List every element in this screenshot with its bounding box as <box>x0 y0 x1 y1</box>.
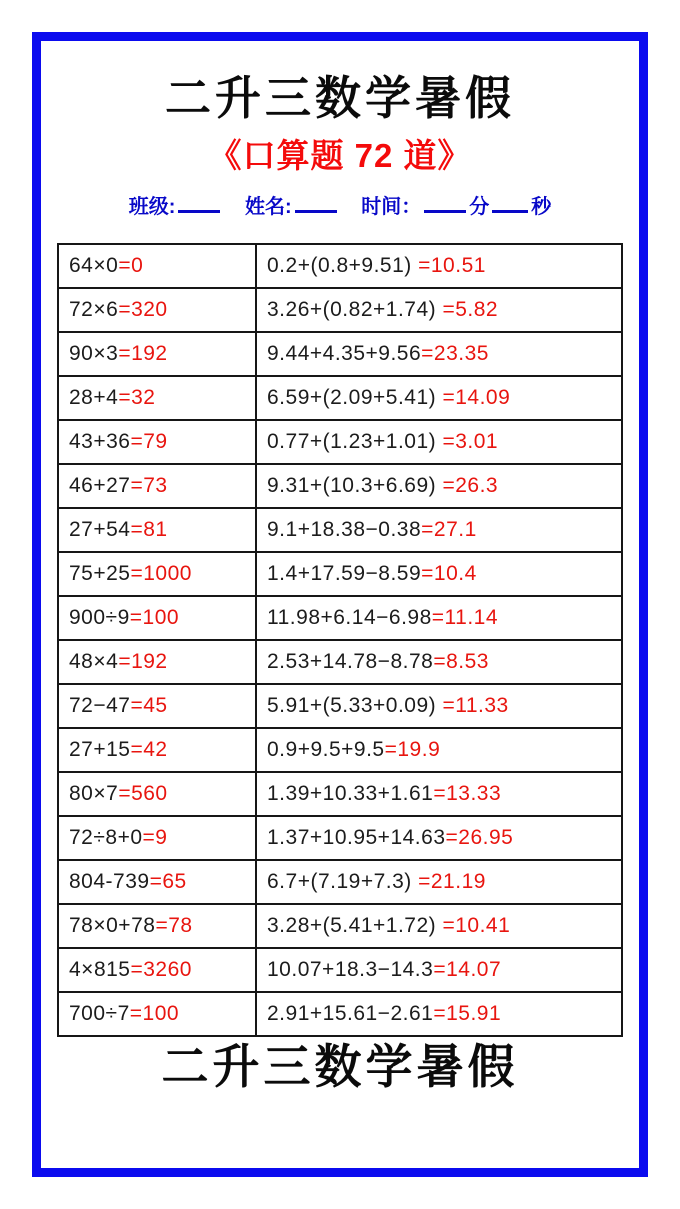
problem-row <box>58 816 622 860</box>
problem-cell-right <box>256 376 622 420</box>
question-text: 900÷9 <box>69 605 130 629</box>
problem-row <box>58 596 622 640</box>
answer-text: =320 <box>118 297 168 321</box>
problem-cell-right <box>256 244 622 288</box>
problem-row <box>58 552 622 596</box>
question-text: 72−47 <box>69 693 131 717</box>
problem-row <box>58 772 622 816</box>
answer-text: =79 <box>130 429 168 453</box>
question-text: 2.53+14.78−8.78 <box>267 649 434 673</box>
class-label: 班级: <box>128 195 176 218</box>
question-text: 6.59+(2.09+5.41) <box>267 385 437 409</box>
footer-title: 二升三数学暑假 <box>161 1039 519 1093</box>
problem-cell-right <box>256 728 622 772</box>
question-text: 27+15 <box>69 737 131 761</box>
problem-row <box>58 376 622 420</box>
problem-row <box>58 860 622 904</box>
answer-text: =78 <box>155 913 193 937</box>
problem-row <box>58 288 622 332</box>
problem-row <box>58 464 622 508</box>
answer-text: =5.82 <box>436 297 499 321</box>
question-text: 1.39+10.33+1.61 <box>267 781 434 805</box>
problem-cell-right <box>256 860 622 904</box>
question-text: 75+25 <box>69 561 131 585</box>
problem-cell-left <box>58 420 256 464</box>
answer-text: =73 <box>130 473 168 497</box>
answer-text: =3260 <box>130 957 192 981</box>
question-text: 10.07+18.3−14.3 <box>267 957 434 981</box>
answer-text: =10.41 <box>436 913 511 937</box>
question-text: 43+36 <box>69 429 131 453</box>
problem-row <box>58 332 622 376</box>
answer-text: =19.9 <box>384 737 441 761</box>
name-blank-field[interactable] <box>295 194 337 213</box>
class-blank-field[interactable] <box>178 194 220 213</box>
page-frame <box>32 32 648 1177</box>
problem-row <box>58 508 622 552</box>
answer-text: =81 <box>130 517 168 541</box>
question-text: 1.4+17.59−8.59 <box>267 561 422 585</box>
question-text: 46+27 <box>69 473 131 497</box>
problem-cell-left <box>58 244 256 288</box>
problem-cell-left <box>58 596 256 640</box>
question-text: 2.91+15.61−2.61 <box>267 1001 434 1025</box>
question-text: 28+4 <box>69 385 119 409</box>
problem-row <box>58 684 622 728</box>
answer-text: =13.33 <box>433 781 502 805</box>
question-text: 804-739 <box>69 869 150 893</box>
student-info-line <box>41 190 639 219</box>
problem-cell-left <box>58 992 256 1036</box>
problem-row <box>58 948 622 992</box>
answer-text: =14.07 <box>433 957 502 981</box>
answer-text: =192 <box>118 649 168 673</box>
answer-text: =27.1 <box>421 517 477 541</box>
problem-cell-left <box>58 860 256 904</box>
answer-text: =10.4 <box>421 561 477 585</box>
question-text: 3.26+(0.82+1.74) <box>267 297 437 321</box>
question-text: 90×3 <box>69 341 119 365</box>
problem-cell-left <box>58 904 256 948</box>
answer-text: =8.53 <box>433 649 489 673</box>
problem-cell-right <box>256 552 622 596</box>
problems-table <box>57 243 623 1037</box>
question-text: 5.91+(5.33+0.09) <box>267 693 437 717</box>
problem-cell-right <box>256 640 622 684</box>
problem-row <box>58 728 622 772</box>
minutes-label: 分 <box>469 195 490 218</box>
question-text: 48×4 <box>69 649 119 673</box>
answer-text: =42 <box>130 737 168 761</box>
question-text: 9.1+18.38−0.38 <box>267 517 422 541</box>
problem-cell-right <box>256 332 622 376</box>
answer-text: =1000 <box>130 561 192 585</box>
question-text: 11.98+6.14−6.98 <box>267 605 432 629</box>
problem-cell-right <box>256 904 622 948</box>
problem-cell-left <box>58 948 256 992</box>
name-label: 姓名: <box>245 195 292 218</box>
problem-cell-right <box>256 816 622 860</box>
answer-text: =100 <box>129 605 180 629</box>
question-text: 64×0 <box>69 253 119 277</box>
answer-text: =11.14 <box>431 605 499 629</box>
answer-text: =192 <box>118 341 168 365</box>
question-text: 3.28+(5.41+1.72) <box>267 913 437 937</box>
question-text: 72×6 <box>69 297 119 321</box>
question-text: 6.7+(7.19+7.3) <box>267 869 412 893</box>
question-text: 78×0+78 <box>69 913 156 937</box>
answer-text: =560 <box>118 781 168 805</box>
problems-table-body <box>58 244 622 1036</box>
question-text: 0.77+(1.23+1.01) <box>267 429 437 453</box>
answer-text: =15.91 <box>433 1001 502 1025</box>
answer-text: =0 <box>118 253 144 277</box>
answer-text: =26.95 <box>445 825 514 849</box>
worksheet-title: 二升三数学暑假 <box>165 72 515 124</box>
problem-cell-right <box>256 684 622 728</box>
problem-cell-right <box>256 596 622 640</box>
problem-row <box>58 904 622 948</box>
question-text: 80×7 <box>69 781 119 805</box>
question-text: 9.44+4.35+9.56 <box>267 341 422 365</box>
question-text: 0.2+(0.8+9.51) <box>267 253 412 277</box>
problem-cell-right <box>256 288 622 332</box>
problem-cell-right <box>256 420 622 464</box>
problem-row <box>58 992 622 1036</box>
question-text: 27+54 <box>69 517 131 541</box>
answer-text: =21.19 <box>411 869 486 893</box>
problem-cell-left <box>58 376 256 420</box>
problem-cell-left <box>58 640 256 684</box>
worksheet-subtitle: 《口算题 72 道》 <box>208 136 472 174</box>
answer-text: =100 <box>129 1001 180 1025</box>
question-text: 4×815 <box>69 957 131 981</box>
answer-text: =3.01 <box>436 429 499 453</box>
problem-cell-left <box>58 552 256 596</box>
answer-text: =65 <box>149 869 187 893</box>
seconds-label: 秒 <box>531 195 552 218</box>
problem-cell-left <box>58 332 256 376</box>
answer-text: =23.35 <box>421 341 489 365</box>
problem-cell-right <box>256 772 622 816</box>
problem-row <box>58 420 622 464</box>
seconds-blank-field[interactable] <box>492 194 528 213</box>
problem-cell-right <box>256 508 622 552</box>
answer-text: =32 <box>118 385 156 409</box>
problem-cell-left <box>58 728 256 772</box>
problem-cell-left <box>58 288 256 332</box>
time-label: 时间： <box>361 195 422 218</box>
answer-text: =14.09 <box>436 385 511 409</box>
answer-text: =10.51 <box>411 253 486 277</box>
answer-text: =45 <box>130 693 168 717</box>
problem-row <box>58 640 622 684</box>
problem-cell-right <box>256 992 622 1036</box>
question-text: 1.37+10.95+14.63 <box>267 825 446 849</box>
problem-cell-right <box>256 464 622 508</box>
problem-cell-left <box>58 816 256 860</box>
problem-cell-left <box>58 684 256 728</box>
answer-text: =11.33 <box>436 693 509 717</box>
problem-cell-left <box>58 772 256 816</box>
problem-cell-left <box>58 464 256 508</box>
problem-cell-right <box>256 948 622 992</box>
answer-text: =9 <box>142 825 168 849</box>
question-text: 9.31+(10.3+6.69) <box>267 473 437 497</box>
problem-row <box>58 244 622 288</box>
problem-cell-left <box>58 508 256 552</box>
answer-text: =26.3 <box>436 473 499 497</box>
question-text: 0.9+9.5+9.5 <box>267 737 385 761</box>
question-text: 700÷7 <box>69 1001 130 1025</box>
minutes-blank-field[interactable] <box>424 194 466 213</box>
question-text: 72÷8+0 <box>69 825 143 849</box>
